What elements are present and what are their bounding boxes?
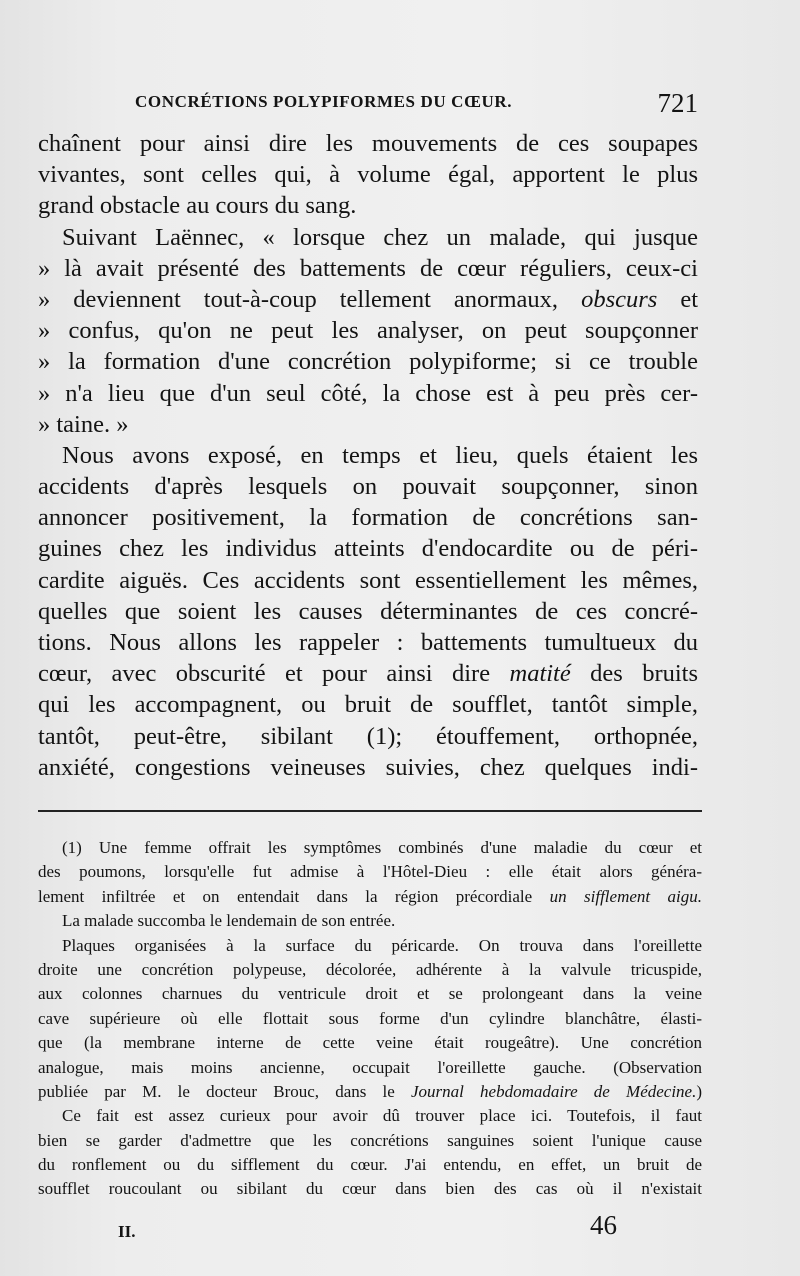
text-line: Nous avons exposé, en temps et lieu, quels étaient les xyxy=(62,441,698,469)
footnote-line: du ronflement ou du sifflement du cœur. J'ai entendu, en effet, un bruit de xyxy=(38,1155,702,1175)
journal-title: Journal hebdomadaire de Médecine. xyxy=(411,1081,697,1101)
footnote-line: La malade succomba le lendemain de son entrée. xyxy=(62,911,396,931)
italic-term: obscurs xyxy=(581,285,658,313)
text-segment: » deviennent tout-à-coup tellement anormaux, xyxy=(38,285,559,313)
paragraph-2-laennec-quote xyxy=(38,222,698,440)
footnote-line: (1) Une femme offrait les symptômes combinés d'une maladie du cœur et xyxy=(62,838,702,857)
footnote-line: droite une concrétion polypeuse, décolorée, adhérente à la valvule tricuspide, xyxy=(38,959,702,979)
text-line: cardite aiguës. Ces accidents sont essentiellement les mêmes, xyxy=(38,566,698,594)
text-segment: et xyxy=(680,285,699,313)
paragraph-3 xyxy=(38,440,698,783)
footnote-line: que (la membrane interne de cette veine était rougeâtre). Une concrétion xyxy=(38,1033,702,1053)
text-segment: publiée par M. le docteur Brouc, dans le xyxy=(38,1081,395,1101)
footnote-divider xyxy=(38,810,702,812)
text-line: » confus, qu'on ne peut les analyser, on peut soupçonner xyxy=(38,317,698,345)
footnote-line: des poumons, lorsqu'elle fut admise à l'Hôtel-Dieu : elle était alors généra- xyxy=(38,862,702,882)
text-line: accidents d'après lesquels on pouvait soupçonner, sinon xyxy=(38,473,698,501)
text-line xyxy=(38,284,698,315)
text-line: guines chez les individus atteints d'endocardite ou de péri- xyxy=(38,535,698,563)
signature-mark: II. xyxy=(118,1222,136,1241)
page-header xyxy=(135,88,698,118)
text-line: chaînent pour ainsi dire les mouvements de ces soupapes xyxy=(38,130,698,157)
text-line: vivantes, sont celles qui, à volume égal, apportent le plus xyxy=(38,161,698,189)
footnote-line: publiée par M. le docteur Brouc, dans le Journal hebdomadaire de Médecine.) xyxy=(38,1081,703,1101)
text-line: qui les accompagnent, ou bruit de soufflet, tantôt simple, xyxy=(38,691,698,719)
paragraph-1 xyxy=(38,128,698,222)
footnote-line: analogue, mais moins ancienne, occupait l'oreillette gauche. (Observation xyxy=(38,1057,702,1077)
footnote-line: bien se garder d'admettre que les concrétions sanguines soient l'unique cause xyxy=(38,1130,702,1150)
footnote-line: aux colonnes charnues du ventricule droit et se prolongeant dans la veine xyxy=(38,984,702,1004)
footnote-line: cave supérieure où elle flottait sous forme d'un cylindre blanchâtre, élasti- xyxy=(38,1008,702,1028)
running-title: CONCRÉTIONS POLYPIFORMES DU CŒUR. xyxy=(135,92,513,111)
footnote-paragraph-4 xyxy=(38,1104,702,1202)
text-segment: lement infiltrée et on entendait dans la région précordiale xyxy=(38,886,533,906)
text-line: tantôt, peut-être, sibilant (1); étouffement, orthopnée, xyxy=(38,722,698,750)
italic-term: un sifflement aigu. xyxy=(549,886,702,906)
text-line: Suivant Laënnec, « lorsque chez un malade, qui jusque xyxy=(62,223,698,251)
text-line: » là avait présenté des battements de cœur réguliers, ceux-ci xyxy=(38,254,698,282)
page-number: 721 xyxy=(657,88,698,118)
italic-term: matité xyxy=(509,660,571,688)
text-line: » la formation d'une concrétion polypiforme; si ce trouble xyxy=(38,348,698,376)
text-line: annoncer positivement, la formation de concrétions san- xyxy=(38,504,698,532)
footnote-1 xyxy=(38,836,702,909)
text-line: grand obstacle au cours du sang. xyxy=(38,192,357,220)
footnote-line: Ce fait est assez curieux pour avoir dû trouver place ici. Toutefois, il faut xyxy=(62,1106,702,1126)
text-line: tions. Nous allons les rappeler : battements tumultueux du xyxy=(38,629,698,656)
text-line: » taine. » xyxy=(38,410,129,438)
text-segment: cœur, avec obscurité et pour ainsi dire xyxy=(38,660,491,688)
text-segment: des bruits xyxy=(590,660,698,688)
text-line xyxy=(38,658,698,689)
footnote-line xyxy=(38,885,702,909)
footnote-line: Plaques organisées à la surface du péricarde. On trouva dans l'oreillette xyxy=(62,935,702,955)
sheet-number: 46 xyxy=(590,1210,617,1240)
footnote-line: soufflet roucoulant ou sibilant du cœur dans bien des cas où il n'existait xyxy=(38,1179,702,1199)
text-line: quelles que soient les causes déterminantes de ces concré- xyxy=(38,597,698,625)
footnote-paragraph-2 xyxy=(38,909,702,933)
text-line: » n'a lieu que d'un seul côté, la chose est à peu près cer- xyxy=(38,379,698,407)
main-text xyxy=(38,128,698,783)
footnotes xyxy=(38,836,702,1202)
text-line: anxiété, congestions veineuses suivies, chez quelques indi- xyxy=(38,753,698,781)
footnote-paragraph-3 xyxy=(38,934,702,1105)
